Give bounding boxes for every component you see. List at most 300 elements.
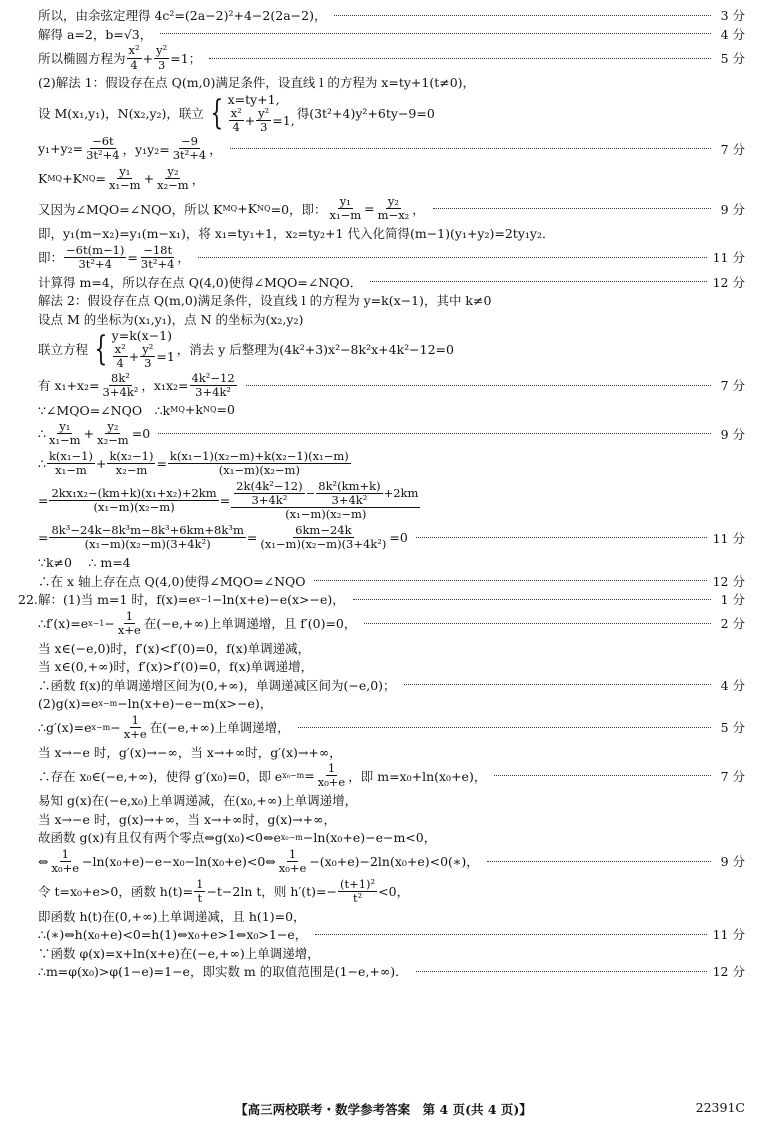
math-text: x₀+e (317, 775, 346, 790)
solution-body (18, 6, 745, 980)
numerator (231, 480, 420, 508)
score-mark: 7 分 (720, 768, 745, 784)
dotted-leader (198, 257, 707, 258)
fraction (139, 244, 177, 271)
math-text: 3t²+4 (78, 256, 112, 271)
math-text: 当 x∈(0,+∞)时，f′(x)>f′(0)=0，f(x)单调递增， (38, 659, 314, 675)
math-text: ⇔ (38, 853, 49, 869)
solution-line (38, 25, 745, 44)
score-mark: 11 分 (712, 530, 745, 546)
math-text: ， (191, 171, 205, 187)
numerator (338, 195, 353, 209)
numerator (386, 195, 401, 209)
math-text: − (104, 615, 115, 631)
math-text: y² (156, 43, 168, 58)
solution-line (38, 370, 745, 400)
math-text: −(x₀+e)−2ln(x₀+e)<0(∗)， (309, 854, 479, 870)
line-content (38, 480, 421, 522)
math-text: x² (114, 341, 126, 356)
math-text: 当 x→−e 时，g′(x)→−∞，当 x→+∞时，g′(x)→+∞， (38, 744, 342, 760)
line-content (38, 310, 303, 328)
solution-line (38, 6, 745, 25)
system-row (112, 328, 175, 343)
score-mark: 3 分 (720, 8, 745, 24)
denominator (47, 434, 83, 447)
math-text: k(x₁−1) (48, 449, 93, 464)
fraction (194, 878, 205, 905)
denominator (230, 121, 241, 134)
math-text: + (142, 50, 154, 66)
math-text: =0 (131, 426, 151, 442)
numerator (140, 343, 155, 357)
line-content (38, 92, 435, 134)
score-mark: 12 分 (712, 274, 745, 290)
math-text: K (38, 171, 48, 187)
fraction (229, 107, 244, 134)
math-text: y² (258, 105, 270, 120)
math-text: 故函数 g(x)有且仅有两个零点⇔g(x₀)<0⇔e (38, 830, 281, 846)
math-text: + (244, 112, 256, 128)
superscript: x₀−m (280, 832, 303, 842)
math-text: (x₁−m)(x₂−m) (285, 507, 367, 522)
system-row (228, 92, 295, 107)
math-text: 1 (61, 846, 69, 861)
denominator (95, 434, 131, 447)
denominator (116, 624, 143, 637)
dotted-leader (230, 148, 711, 149)
math-text: 3+4k² (195, 384, 232, 399)
math-text: x₂−m (157, 178, 189, 193)
fraction (64, 244, 126, 271)
math-text: 8k²(km+k) (318, 479, 381, 494)
fraction (127, 44, 142, 71)
superscript: x₀−m (282, 771, 305, 781)
solution-line (38, 523, 745, 553)
math-text: 在(−e,+∞)上单调递增，且 f′(0)=0， (143, 616, 357, 632)
math-text: −6t(m−1) (66, 242, 125, 257)
denominator (258, 121, 269, 134)
math-text: 所以椭圆方程为 (38, 51, 126, 66)
fraction (113, 343, 128, 370)
fraction (376, 195, 412, 222)
solution-line (38, 134, 745, 164)
score-mark: 9 分 (720, 426, 745, 442)
denominator (328, 209, 364, 222)
line-content (38, 224, 554, 242)
line-content (38, 372, 238, 399)
math-text: 令 t=x₀+e>0，函数 h(t)= (38, 884, 194, 900)
denominator (283, 508, 368, 521)
numerator (105, 420, 120, 434)
line-content (38, 6, 326, 24)
denominator (128, 59, 139, 72)
math-text: x² (230, 105, 242, 120)
numerator (64, 244, 126, 258)
numerator (338, 878, 377, 892)
numerator (107, 450, 155, 464)
numerator (165, 165, 180, 179)
dotted-leader (315, 934, 706, 935)
score-mark: 11 分 (712, 250, 745, 266)
math-text: 4 (130, 57, 138, 72)
math-text: (2)解法 1：假设存在点 Q(m,0)满足条件，设直线 l 的方程为 x=ty+1(t≠0)， (38, 75, 476, 91)
solution-line (38, 291, 745, 310)
solution-line (38, 571, 745, 590)
denominator (114, 464, 150, 477)
solution-line (38, 224, 745, 243)
subscript: NQ (81, 174, 96, 184)
document-code: 22391C (695, 1100, 745, 1115)
numerator (154, 44, 169, 58)
numerator (49, 487, 218, 501)
math-text: − (305, 486, 316, 501)
solution-line (38, 328, 745, 370)
math-text: − (110, 719, 121, 735)
line-content (38, 791, 357, 809)
fraction (107, 165, 143, 192)
math-text: = (156, 456, 167, 472)
fraction (277, 848, 309, 875)
fraction (231, 480, 420, 522)
numerator (47, 450, 95, 464)
solution-line (38, 272, 745, 291)
fraction (338, 878, 377, 905)
math-text: x² (128, 43, 140, 58)
math-text: y₂ (107, 419, 119, 434)
line-content (38, 450, 352, 477)
denominator (217, 464, 302, 477)
line-content (38, 273, 362, 291)
numerator (293, 524, 353, 538)
fraction (234, 480, 304, 507)
math-text: 4 (116, 356, 124, 371)
score-mark: 4 分 (720, 677, 745, 693)
system-rows (112, 328, 175, 370)
denominator (101, 386, 141, 399)
solution-line (38, 742, 745, 761)
solution-line (38, 164, 745, 194)
solution-line (18, 590, 745, 609)
solution-line (38, 309, 745, 328)
math-text: + (95, 456, 107, 472)
math-text: ∵函数 φ(x)=x+ln(x+e)在(−e,+∞)上单调递增， (38, 945, 320, 961)
numerator (316, 480, 382, 494)
math-text: k(x₁−1)(x₂−m)+k(x₂−1)(x₁−m) (169, 449, 349, 464)
math-text: 3+4k² (102, 384, 139, 399)
solution-line (38, 828, 745, 847)
math-text: ∵k≠0 ∴ m=4 (38, 555, 131, 571)
solution-line (38, 791, 745, 810)
fraction (258, 524, 388, 551)
solution-line (38, 876, 745, 906)
math-text: = (95, 171, 106, 187)
numerator (229, 107, 244, 121)
math-text: t (197, 890, 203, 905)
dotted-leader (298, 727, 711, 728)
left-brace-icon: { (94, 329, 108, 370)
math-text: = (246, 530, 258, 546)
math-text: +k (184, 402, 203, 418)
fraction (122, 714, 149, 741)
fraction (171, 135, 209, 162)
denominator (195, 892, 204, 905)
math-text: y₁+y₂= (38, 141, 84, 157)
dotted-leader (246, 385, 711, 386)
score-mark: 1 分 (720, 592, 745, 608)
numerator (179, 135, 200, 149)
math-text: 1 (288, 846, 297, 861)
system-rows (228, 92, 295, 134)
denominator (376, 209, 412, 222)
math-text: ，消去 y 后整理为(4k²+3)x²−8k²x+4k²−12=0 (176, 342, 454, 358)
solution-line (38, 925, 745, 944)
solution-line (38, 608, 745, 638)
score-mark: 2 分 (720, 616, 745, 632)
solution-line (38, 73, 745, 92)
dotted-leader (433, 208, 711, 209)
fraction (168, 450, 351, 477)
math-text: y=k(x−1) (111, 327, 172, 343)
math-text: 3 (158, 57, 166, 72)
fraction (47, 450, 95, 477)
math-text: ∴(∗)⇔h(x₀+e)<0=h(1)⇔x₀+e>1⇔x₀>1−e， (38, 927, 308, 943)
fraction (116, 610, 143, 637)
score-mark: 7 分 (720, 378, 745, 394)
math-text: ∵∠MQO=∠NQO ∴k (38, 402, 171, 418)
page-footer: 【高三两校联考・数学参考答案 第 4 页(共 4 页)】 (235, 1102, 532, 1117)
math-text: +K (237, 201, 258, 217)
line-content (38, 135, 222, 162)
line-content (38, 639, 310, 657)
line-content (38, 572, 306, 590)
math-text: 4k²−12 (191, 370, 235, 385)
line-content (38, 244, 190, 271)
math-text: 即函数 h(t)在(0,+∞)上单调递减，且 h(1)=0， (38, 908, 306, 924)
dotted-leader (364, 623, 711, 624)
line-content (38, 962, 408, 980)
math-text: (t+1)² (340, 876, 376, 891)
denominator (83, 538, 213, 551)
solution-line (38, 92, 745, 134)
numerator (326, 762, 337, 776)
math-text: +K (62, 171, 82, 187)
fraction (328, 195, 364, 222)
solution-line (38, 712, 745, 742)
solution-line (38, 943, 745, 962)
math-text: 所以，由余弦定理得 4c²=(2a−2)²+4−2(2a−2)， (38, 8, 327, 24)
math-text: 3 (144, 356, 152, 371)
superscript: x−m (91, 722, 111, 732)
denominator (91, 501, 176, 514)
denominator (330, 494, 370, 507)
math-text: 得(3t²+4)y²+6ty−9=0 (296, 105, 435, 121)
dotted-leader (416, 537, 707, 538)
math-text: 3+4k² (251, 493, 288, 508)
math-text: y₂ (387, 194, 400, 209)
math-text: x₁−m (55, 463, 87, 478)
fraction (49, 848, 81, 875)
solution-line (38, 809, 745, 828)
math-text: x₀+e (278, 860, 307, 875)
denominator (107, 179, 143, 192)
denominator (277, 862, 309, 875)
solution-line (38, 846, 745, 876)
math-text: 有 x₁+x₂= (38, 378, 100, 394)
line-content (38, 401, 235, 419)
math-text: ∴m=φ(x₀)>φ(1−e)=1−e，即实数 m 的取值范围是(1−e,+∞)． (38, 964, 408, 980)
math-text: ， (209, 141, 222, 157)
denominator (249, 494, 289, 507)
math-text: y₁ (119, 164, 131, 179)
math-text: x+e (123, 726, 147, 741)
numerator (117, 165, 132, 179)
math-text: 解法 2：假设存在点 Q(m,0)满足条件，设直线 l 的方程为 y=k(x−1)，其中 k≠0 (38, 293, 492, 309)
line-content (38, 44, 201, 71)
math-text: 即： (38, 250, 64, 266)
numerator (130, 714, 141, 728)
math-text: ∴函数 f(x)的单调递增区间为(0,+∞)，单调递减区间为(−e,0)； (38, 677, 396, 693)
math-text: 3t²+4 (140, 256, 175, 271)
denominator (258, 538, 388, 551)
line-content (38, 878, 409, 905)
line-content (38, 694, 272, 712)
line-content (38, 73, 475, 91)
math-text: =0 (216, 402, 235, 418)
math-text: y₁ (59, 419, 71, 434)
fraction (316, 480, 382, 507)
denominator (76, 258, 114, 271)
dotted-leader (370, 281, 706, 282)
numerator (109, 372, 132, 386)
math-text: ，y₁y₂= (122, 141, 170, 157)
math-text: −ln(x+e)−e−m(x>−e)， (117, 696, 273, 712)
line-content (38, 291, 491, 309)
denominator (142, 357, 153, 370)
denominator (53, 464, 89, 477)
denominator (171, 149, 209, 162)
numerator (234, 480, 304, 494)
fraction (47, 420, 83, 447)
score-mark: 12 分 (712, 573, 745, 589)
math-text: x₂−m (115, 463, 148, 478)
superscript: x−1 (195, 594, 213, 604)
math-text: −18t (143, 242, 173, 257)
math-text: 当 x→−e 时，g(x)→+∞，当 x→+∞时，g(x)→+∞， (38, 811, 337, 827)
solution-line (38, 400, 745, 419)
numerator (141, 244, 174, 258)
math-text: 2kx₁x₂−(km+k)(x₁+x₂)+2km (51, 486, 217, 501)
math-text: 设 M(x₁,y₁)，N(x₂,y₂)，联立 (38, 105, 204, 121)
math-text: 即，y₁(m−x₂)=y₁(m−x₁)，将 x₁=ty₁+1，x₂=ty₂+1 代入化简得(m−1)(y₁+y₂)=2ty₁y₂． (38, 226, 555, 242)
math-text: 解：(1)当 m=1 时，f(x)=e (38, 592, 196, 608)
math-text: x₂−m (97, 433, 129, 448)
math-text: 3t²+4 (86, 148, 120, 163)
equation-system (90, 328, 175, 370)
score-mark: 5 分 (720, 720, 745, 736)
math-text: x₁−m (108, 178, 141, 193)
dotted-leader (494, 775, 711, 776)
left-brace-icon: { (210, 92, 224, 133)
math-text: =1, (272, 112, 295, 128)
dotted-leader (353, 599, 711, 600)
math-text: x+e (117, 622, 141, 637)
line-content (38, 925, 307, 943)
subscript: MQ (222, 204, 238, 214)
math-text: ∴存在 x₀∈(−e,+∞)，使得 g′(x₀)=0，即 e (38, 768, 283, 784)
dotted-leader (158, 433, 711, 434)
fraction (155, 165, 191, 192)
math-text: = (219, 493, 231, 509)
superscript: x−m (98, 698, 118, 708)
math-text: 联立方程 (38, 342, 89, 358)
math-text: (x₁−m)(x₂−m) (218, 463, 300, 478)
denominator (122, 728, 149, 741)
math-text: ∴f′(x)=e (38, 615, 89, 631)
math-text: + (143, 171, 155, 187)
math-text: =0，即： (270, 201, 327, 217)
math-text: ∴ (38, 456, 46, 472)
line-content (38, 828, 436, 846)
math-text: ， (177, 250, 190, 266)
line-content (38, 907, 306, 925)
numerator (287, 848, 298, 862)
math-text: y₁ (339, 194, 351, 209)
denominator (156, 59, 167, 72)
subscript: NQ (257, 204, 271, 214)
fraction (49, 487, 218, 514)
solution-line (38, 694, 745, 713)
numerator (168, 450, 351, 464)
math-text: = (38, 493, 49, 509)
math-text: 解得 a=2，b=√3， (38, 26, 153, 42)
math-text: ， (412, 201, 425, 217)
math-text: =1； (170, 51, 202, 66)
fraction (49, 524, 245, 551)
line-content (38, 420, 150, 447)
score-mark: 9 分 (720, 201, 745, 217)
fraction (256, 107, 271, 134)
subscript: NQ (202, 405, 217, 415)
denominator (139, 258, 177, 271)
math-text: 1 (131, 712, 139, 727)
system-row (112, 343, 175, 370)
math-text: = (364, 201, 375, 217)
math-text: ∴g′(x)=e (38, 719, 92, 735)
numerator (57, 420, 72, 434)
subscript: MQ (170, 405, 185, 415)
math-text: <0， (378, 884, 410, 900)
math-text: x=ty+1, (227, 91, 280, 107)
math-text: 3t²+4 (172, 148, 207, 163)
math-text: 2k(4k²−12) (236, 479, 303, 494)
dotted-leader (487, 861, 711, 862)
math-text: −ln(x₀+e)−e−m<0， (302, 830, 437, 846)
math-text: +2km (383, 486, 419, 501)
math-text: k(x₂−1) (109, 449, 154, 464)
math-text: −ln(x+e)−e(x>−e)， (212, 592, 345, 608)
math-text: = (38, 530, 49, 546)
denominator (115, 357, 126, 370)
line-content (38, 553, 131, 571)
fraction (140, 343, 155, 370)
math-text: (x₁−m)(x₂−m)(3+4k²) (260, 537, 387, 552)
question-number: 22. (18, 591, 38, 607)
solution-line (38, 962, 745, 981)
fraction (95, 420, 131, 447)
math-text: 设点 M 的坐标为(x₁,y₁)，点 N 的坐标为(x₂,y₂) (38, 311, 304, 327)
score-mark: 9 分 (720, 854, 745, 870)
subscript: MQ (47, 174, 63, 184)
